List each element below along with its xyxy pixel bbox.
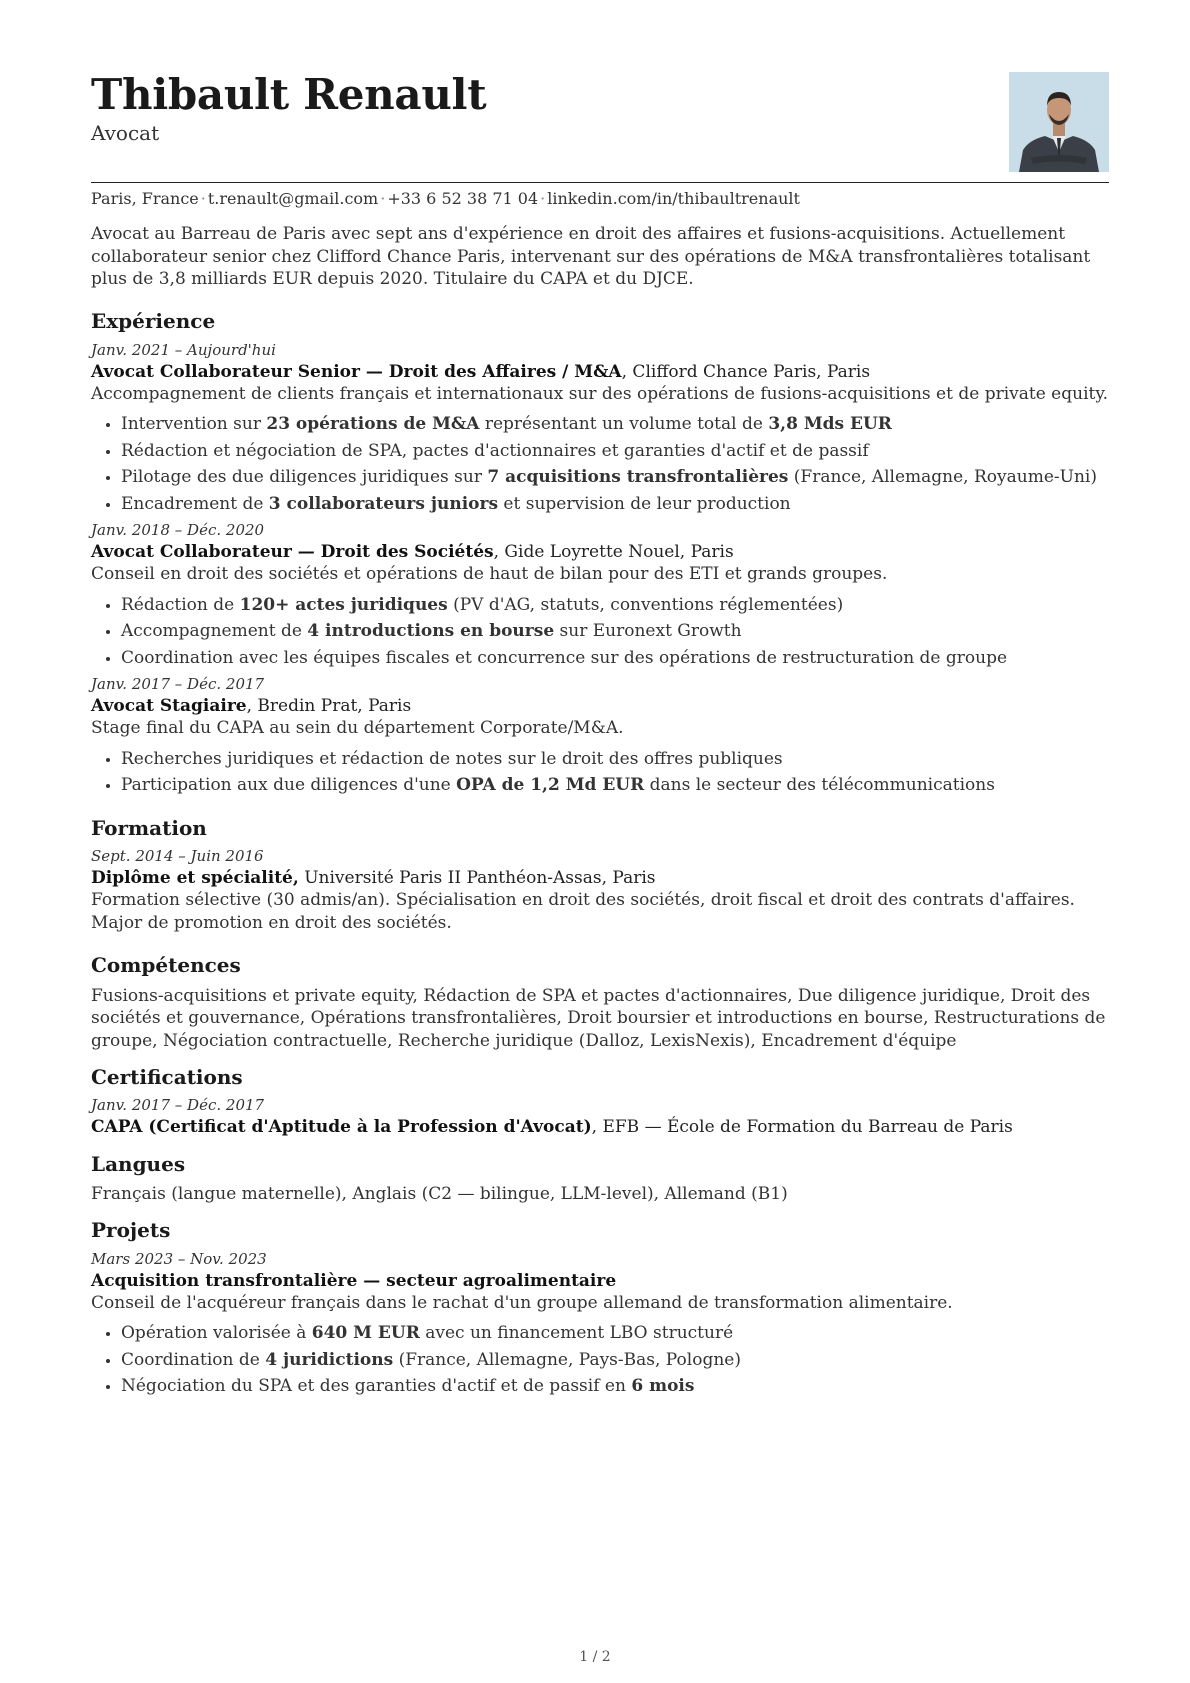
bullet-text: (France, Allemagne, Royaume-Uni) (788, 467, 1097, 488)
bullet-highlight: OPA de 1,2 Md EUR (456, 775, 645, 796)
certification-entry (91, 1096, 1109, 1138)
bullet-text: Rédaction de (121, 594, 240, 615)
skills-text: Fusions-acquisitions et private equity, Rédaction de SPA et pactes d'actionnaires, Due diligence juridique, Droit des sociétés et gouvernance, Opérations transfrontalières, Droit boursier et introductions en bourse, Restructurations de groupe, Négociation contractuelle, Recherche juridique (Dalloz, LexisNexis), Encadrement d'équipe (91, 985, 1106, 1051)
experience-list (91, 341, 1109, 797)
bullet-item (121, 1375, 1109, 1397)
entry-title-line (91, 867, 1109, 889)
section-title-certifications: Certifications (91, 1064, 243, 1089)
bullet-highlight: 6 mois (631, 1376, 695, 1397)
bullet-highlight: 120+ actes juridiques (239, 594, 448, 615)
bullet-highlight: 4 juridictions (265, 1349, 394, 1370)
header-divider (91, 182, 1109, 183)
entry-org: , Bredin Prat, Paris (246, 696, 412, 717)
bullet-highlight: 7 acquisitions transfrontalières (487, 467, 789, 488)
resume-page (91, 72, 1109, 1404)
bullet-text: Coordination de (121, 1349, 266, 1370)
section-title-projects: Projets (91, 1218, 171, 1243)
entry-bullets (91, 594, 1109, 669)
entry-org: Université Paris II Panthéon-Assas, Paris (298, 867, 656, 888)
contact-email[interactable]: t.renault@gmail.com (207, 189, 379, 208)
entry-description: Stage final du CAPA au sein du département Corporate/M&A. (91, 718, 624, 739)
entry-date: Janv. 2017 – Déc. 2017 (91, 675, 265, 694)
bullet-item (121, 748, 1109, 770)
entry-title: CAPA (Certificat d'Aptitude à la Profession d'Avocat) (91, 1117, 592, 1138)
bullet-text: Coordination avec les équipes fiscales et concurrence sur des opérations de restructuration de groupe (121, 647, 1008, 668)
bullet-text: Intervention sur (121, 414, 267, 435)
bullet-text: Recherches juridiques et rédaction de notes sur le droit des offres publiques (121, 748, 783, 769)
bullet-item (121, 1349, 1109, 1371)
languages-text: Français (langue maternelle), Anglais (C2 — bilingue, LLM-level), Allemand (B1) (91, 1183, 788, 1204)
entry-title-line (91, 541, 1109, 563)
entry-title: Acquisition transfrontalière — secteur agroalimentaire (91, 1270, 617, 1291)
bullet-item (121, 466, 1109, 488)
entry-title: Avocat Collaborateur Senior — Droit des Affaires / M&A (91, 361, 622, 382)
bullet-highlight: 4 introductions en bourse (307, 621, 555, 642)
summary-paragraph: Avocat au Barreau de Paris avec sept ans d'expérience en droit des affaires et fusions-acquisitions. Actuellement collaborateur senior chez Clifford Chance Paris, intervenant sur des opérations de M&A transfrontalières totalisant plus de 3,8 milliards EUR depuis 2020. Titulaire du CAPA et du DJCE. (91, 224, 1091, 289)
entry-org: , Gide Loyrette Nouel, Paris (493, 542, 734, 563)
profile-photo-image (1009, 72, 1109, 172)
experience-entry (91, 341, 1109, 515)
entry-title: Avocat Stagiaire (91, 696, 247, 717)
entry-title-line (91, 1116, 1109, 1138)
bullet-highlight: 3 collaborateurs juniors (268, 493, 499, 514)
bullet-text: Accompagnement de (121, 621, 308, 642)
person-role: Avocat (91, 121, 160, 146)
contact-location: Paris, France (91, 189, 199, 208)
bullet-text: Opération valorisée à (121, 1323, 312, 1344)
person-name: Thibault Renault (91, 70, 487, 119)
bullet-text: dans le secteur des télécommunications (644, 775, 995, 796)
entry-org: , Clifford Chance Paris, Paris (621, 361, 871, 382)
entry-date: Mars 2023 – Nov. 2023 (91, 1249, 267, 1268)
experience-entry (91, 521, 1109, 669)
entry-date: Janv. 2017 – Déc. 2017 (91, 1096, 265, 1115)
experience-entry (91, 675, 1109, 797)
entry-description: Accompagnement de clients français et internationaux sur des opérations de fusions-acquisitions et de private equity. (91, 384, 1109, 405)
profile-photo (1009, 72, 1109, 172)
bullet-item (121, 1322, 1109, 1344)
bullet-item (121, 620, 1109, 642)
bullet-text: Encadrement de (121, 493, 269, 514)
bullet-item (121, 594, 1109, 616)
bullet-text: Négociation du SPA et des garanties d'actif et de passif en (121, 1376, 632, 1397)
bullet-text: et supervision de leur production (498, 493, 791, 514)
entry-title: Diplôme et spécialité, (91, 867, 299, 888)
contact-line: Paris, France · t.renault@gmail.com · +33 6 52 38 71 04 · linkedin.com/in/thibaultrenault (91, 189, 800, 208)
contact-linkedin[interactable]: linkedin.com/in/thibaultrenault (547, 189, 800, 208)
section-title-experience: Expérience (91, 309, 216, 334)
bullet-text: (France, Allemagne, Pays-Bas, Pologne) (393, 1349, 741, 1370)
resume-header (91, 72, 1109, 180)
entry-description: Conseil de l'acquéreur français dans le rachat d'un groupe allemand de transformation alimentaire. (91, 1293, 953, 1314)
entry-title-line (91, 361, 1109, 383)
bullet-text: sur Euronext Growth (554, 621, 742, 642)
entry-bullets (91, 748, 1109, 797)
bullet-text: (PV d'AG, statuts, conventions réglementées) (447, 594, 844, 615)
section-title-skills: Compétences (91, 953, 241, 978)
entry-description: Formation sélective (30 admis/an). Spécialisation en droit des sociétés, droit fiscal et droit des contrats d'affaires. Major de promotion en droit des sociétés. (91, 890, 1075, 933)
bullet-highlight: 640 M EUR (311, 1323, 420, 1344)
section-title-education: Formation (91, 815, 207, 840)
entry-date: Janv. 2021 – Aujourd'hui (91, 340, 276, 359)
entry-date: Janv. 2018 – Déc. 2020 (91, 521, 265, 540)
bullet-text: Pilotage des due diligences juridiques sur (121, 467, 488, 488)
entry-title-line (91, 1270, 1109, 1292)
bullet-item (121, 493, 1109, 515)
education-entry (91, 847, 1109, 934)
project-bullets (91, 1322, 1109, 1397)
section-title-languages: Langues (91, 1151, 186, 1176)
bullet-text: représentant un volume total de (479, 414, 769, 435)
entry-description: Conseil en droit des sociétés et opérations de haut de bilan pour des ETI et grands groupes. (91, 564, 888, 585)
entry-title-line (91, 695, 1109, 717)
bullet-highlight: 3,8 Mds EUR (768, 414, 892, 435)
contact-phone[interactable]: +33 6 52 38 71 04 (387, 189, 539, 208)
bullet-item (121, 647, 1109, 669)
bullet-highlight: 23 opérations de M&A (266, 414, 480, 435)
entry-title: Avocat Collaborateur — Droit des Sociétés (91, 542, 494, 563)
bullet-text: Participation aux due diligences d'une (121, 775, 457, 796)
entry-date: Sept. 2014 – Juin 2016 (91, 847, 264, 866)
bullet-item (121, 413, 1109, 435)
bullet-item (121, 774, 1109, 796)
project-entry (91, 1250, 1109, 1398)
bullet-text: Rédaction et négociation de SPA, pactes d'actionnaires et garanties d'actif et de passif (121, 440, 869, 461)
bullet-text: avec un financement LBO structuré (419, 1323, 734, 1344)
entry-org: , EFB — École de Formation du Barreau de Paris (591, 1117, 1013, 1138)
entry-bullets (91, 413, 1109, 515)
page-number: 1 / 2 (579, 1649, 611, 1665)
bullet-item (121, 440, 1109, 462)
